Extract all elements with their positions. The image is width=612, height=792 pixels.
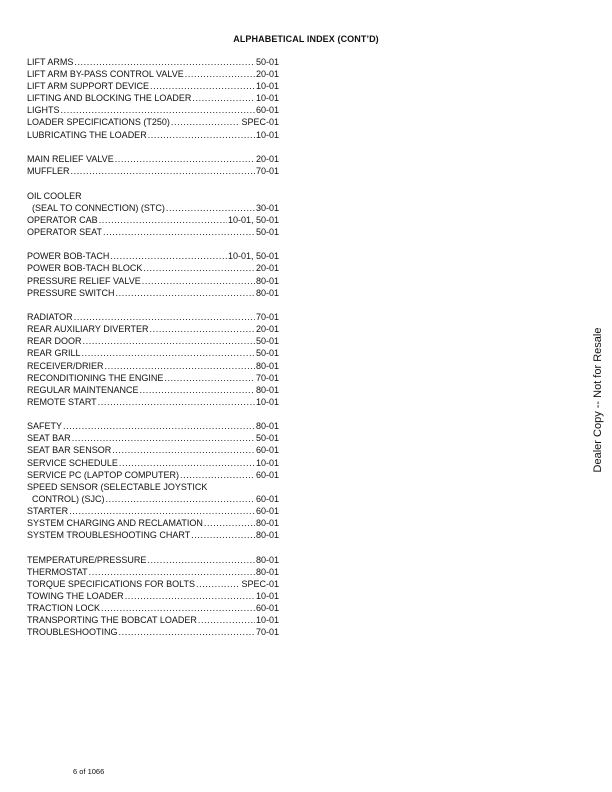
entry-name: SPEED SENSOR (SELECTABLE JOYSTICK — [27, 481, 208, 492]
entry-name: OIL COOLER — [27, 190, 82, 201]
entry-name: RADIATOR — [27, 312, 73, 323]
entry-name: LIFT ARM BY-PASS CONTROL VALVE — [27, 69, 184, 80]
index-entry — [27, 626, 279, 638]
dot-leader — [119, 626, 255, 638]
entry-page: 50-01 — [255, 57, 279, 67]
index-entry — [27, 190, 279, 202]
dot-leader — [98, 396, 255, 408]
index-entry — [27, 202, 279, 214]
dot-leader — [192, 92, 255, 104]
entry-name: MUFFLER — [27, 166, 70, 177]
entry-name: LIGHTS — [27, 105, 60, 116]
dot-leader — [198, 614, 255, 626]
index-entry — [27, 554, 279, 566]
index-entry — [27, 614, 279, 626]
entry-page: 10-01 — [255, 457, 279, 468]
entry-name: OPERATOR SEAT — [27, 226, 103, 237]
entry-page: 10-01 — [255, 129, 279, 140]
index-entry — [27, 396, 279, 408]
entry-page: 20-01 — [255, 154, 279, 165]
entry-name: OPERATOR CAB — [27, 214, 98, 225]
index-entry — [27, 129, 279, 141]
dot-leader — [150, 80, 255, 92]
dot-leader — [69, 505, 255, 517]
dot-leader — [83, 335, 255, 347]
dot-leader — [148, 129, 255, 141]
entry-name: LIFT ARM SUPPORT DEVICE — [27, 81, 150, 92]
dot-leader — [191, 529, 255, 541]
dot-leader — [99, 214, 227, 226]
dot-leader — [185, 68, 255, 80]
dot-leader — [150, 323, 255, 335]
entry-page: 60-01 — [255, 469, 279, 480]
entry-page: 80-01 — [255, 421, 279, 432]
index-entry — [27, 372, 279, 384]
entry-name: REGULAR MAINTENANCE — [27, 384, 139, 395]
entry-name: REAR GRILL — [27, 348, 81, 359]
index-entry — [27, 481, 279, 493]
index-entry — [27, 566, 279, 578]
entry-page: 10-01 — [255, 81, 279, 92]
index-entry — [27, 469, 279, 481]
page-indicator: 6 of 1066 — [73, 767, 105, 776]
index-entry — [27, 323, 279, 335]
dot-leader — [89, 566, 255, 578]
index-entry — [27, 165, 279, 177]
entry-page: 60-01 — [255, 105, 279, 116]
index-group — [27, 190, 279, 238]
entry-name: TORQUE SPECIFICATIONS FOR BOLTS — [27, 578, 196, 589]
entry-name: RECEIVER/DRIER — [27, 360, 104, 371]
dot-leader — [106, 493, 255, 505]
index-entry — [27, 420, 279, 432]
entry-page: 80-01 — [255, 554, 279, 565]
dot-leader — [140, 384, 255, 396]
entry-page: 60-01 — [255, 603, 279, 613]
index-entry — [27, 287, 279, 299]
entry-page: 80-01 — [255, 566, 279, 577]
index-entry — [27, 529, 279, 541]
entry-name: SERVICE PC (LAPTOP COMPUTER) — [27, 469, 180, 480]
index-group — [27, 56, 279, 141]
entry-name: SERVICE SCHEDULE — [27, 457, 118, 468]
entry-page: 30-01 — [255, 202, 279, 213]
entry-page: 10-01, 50-01 — [227, 214, 279, 225]
dot-leader — [112, 444, 255, 456]
entry-name: SEAT BAR — [27, 433, 71, 444]
dot-leader — [164, 372, 255, 384]
dot-leader — [61, 104, 255, 116]
dot-leader — [143, 262, 255, 274]
entry-name: TRACTION LOCK — [27, 603, 101, 613]
index-entry — [27, 153, 279, 165]
index-entry — [27, 226, 279, 238]
entry-page: 10-01 — [255, 590, 279, 601]
dot-leader — [105, 360, 255, 372]
entry-page: 80-01 — [255, 287, 279, 298]
index-entry — [27, 444, 279, 456]
index-group — [27, 420, 279, 541]
entry-page: SPEC-01 — [241, 578, 279, 589]
dot-leader — [119, 457, 255, 469]
watermark-text: Dealer Copy -- Not for Resale — [592, 327, 604, 473]
dot-leader — [63, 420, 255, 432]
index-entry — [27, 116, 279, 128]
index-entry — [27, 347, 279, 359]
entry-name: REMOTE START — [27, 396, 97, 407]
index-entry — [27, 360, 279, 372]
index-entry — [27, 335, 279, 347]
index-entry — [27, 92, 279, 104]
entry-name: TEMPERATURE/PRESSURE — [27, 554, 147, 565]
entry-page: 70-01 — [255, 166, 279, 177]
entry-name: RECONDITIONING THE ENGINE — [27, 372, 164, 383]
index-group — [27, 311, 279, 408]
entry-name: POWER BOB-TACH BLOCK — [27, 263, 143, 274]
index-entry — [27, 250, 279, 262]
entry-page: 50-01 — [255, 348, 279, 359]
index-entry — [27, 56, 279, 68]
entry-page: 60-01 — [255, 493, 279, 504]
index-entry — [27, 602, 279, 614]
page-title: ALPHABETICAL INDEX (CONT’D) — [233, 34, 379, 44]
index-entry — [27, 214, 279, 226]
entry-name: STARTER — [27, 505, 69, 516]
dot-leader — [115, 153, 255, 165]
index-entry — [27, 384, 279, 396]
entry-name: LIFT ARMS — [27, 57, 74, 67]
dot-leader — [110, 250, 227, 262]
dot-leader — [103, 226, 255, 238]
dot-leader — [171, 116, 241, 128]
entry-name: POWER BOB-TACH — [27, 251, 110, 262]
entry-name: (SEAL TO CONNECTION) (STC) — [27, 202, 165, 213]
entry-page: 80-01 — [255, 360, 279, 371]
index-group — [27, 554, 279, 639]
entry-page: 80-01 — [255, 530, 279, 541]
dot-leader — [147, 554, 255, 566]
entry-name: LIFTING AND BLOCKING THE LOADER — [27, 93, 192, 104]
entry-page: 50-01 — [255, 433, 279, 444]
entry-page: 80-01 — [255, 275, 279, 286]
entry-name: LUBRICATING THE LOADER — [27, 129, 147, 140]
entry-page: 50-01 — [255, 226, 279, 237]
entry-page: 10-01 — [255, 396, 279, 407]
entry-page: 60-01 — [255, 445, 279, 456]
entry-name: PRESSURE SWITCH — [27, 287, 115, 298]
index-group — [27, 250, 279, 298]
dot-leader — [204, 517, 255, 529]
index-entry — [27, 578, 279, 590]
index-entry — [27, 104, 279, 116]
dot-leader — [142, 275, 255, 287]
entry-name: PRESSURE RELIEF VALVE — [27, 275, 141, 286]
index-entry — [27, 493, 279, 505]
index-entry — [27, 80, 279, 92]
index-entry — [27, 262, 279, 274]
entry-page: 10-01 — [255, 615, 279, 626]
dot-leader — [180, 469, 255, 481]
index-entry — [27, 311, 279, 323]
entry-name: SYSTEM TROUBLESHOOTING CHART — [27, 530, 191, 541]
entry-page: 70-01 — [255, 372, 279, 383]
dot-leader — [82, 347, 255, 359]
entry-page: 20-01 — [255, 69, 279, 80]
dot-leader — [83, 190, 278, 202]
dot-leader — [166, 202, 255, 214]
index-entry — [27, 457, 279, 469]
entry-page: 60-01 — [255, 505, 279, 516]
index-entry — [27, 517, 279, 529]
index-entry — [27, 590, 279, 602]
entry-page: 10-01 — [255, 93, 279, 104]
entry-page: 70-01 — [255, 312, 279, 323]
index-entry — [27, 432, 279, 444]
entry-name: SEAT BAR SENSOR — [27, 445, 112, 456]
entry-page: 10-01, 50-01 — [227, 251, 279, 262]
dot-leader — [71, 165, 255, 177]
index-entry — [27, 505, 279, 517]
dot-leader — [208, 481, 278, 493]
entry-name: CONTROL) (SJC) — [27, 493, 105, 504]
entry-name: THERMOSTAT — [27, 566, 88, 577]
index-entry — [27, 68, 279, 80]
dot-leader — [74, 311, 255, 323]
dot-leader — [74, 56, 255, 68]
alphabetical-index — [27, 56, 279, 651]
dot-leader — [101, 602, 255, 614]
entry-page: 20-01 — [255, 263, 279, 274]
entry-page: 20-01 — [255, 324, 279, 335]
entry-page: SPEC-01 — [241, 117, 279, 128]
entry-page: 50-01 — [255, 336, 279, 347]
dot-leader — [72, 432, 255, 444]
entry-name: SYSTEM CHARGING AND RECLAMATION — [27, 518, 203, 529]
dot-leader — [196, 578, 240, 590]
entry-name: REAR AUXILIARY DIVERTER — [27, 324, 149, 335]
entry-name: REAR DOOR — [27, 336, 82, 347]
entry-name: TOWING THE LOADER — [27, 590, 124, 601]
entry-name: LOADER SPECIFICATIONS (T250) — [27, 117, 170, 128]
entry-name: SAFETY — [27, 421, 63, 432]
entry-page: 80-01 — [255, 518, 279, 529]
entry-name: MAIN RELIEF VALVE — [27, 154, 114, 165]
dot-leader — [116, 287, 255, 299]
dot-leader — [125, 590, 255, 602]
index-group — [27, 153, 279, 177]
entry-page: 80-01 — [255, 384, 279, 395]
entry-name: TROUBLESHOOTING — [27, 627, 118, 638]
index-entry — [27, 275, 279, 287]
entry-page: 70-01 — [255, 627, 279, 638]
entry-name: TRANSPORTING THE BOBCAT LOADER — [27, 615, 197, 626]
